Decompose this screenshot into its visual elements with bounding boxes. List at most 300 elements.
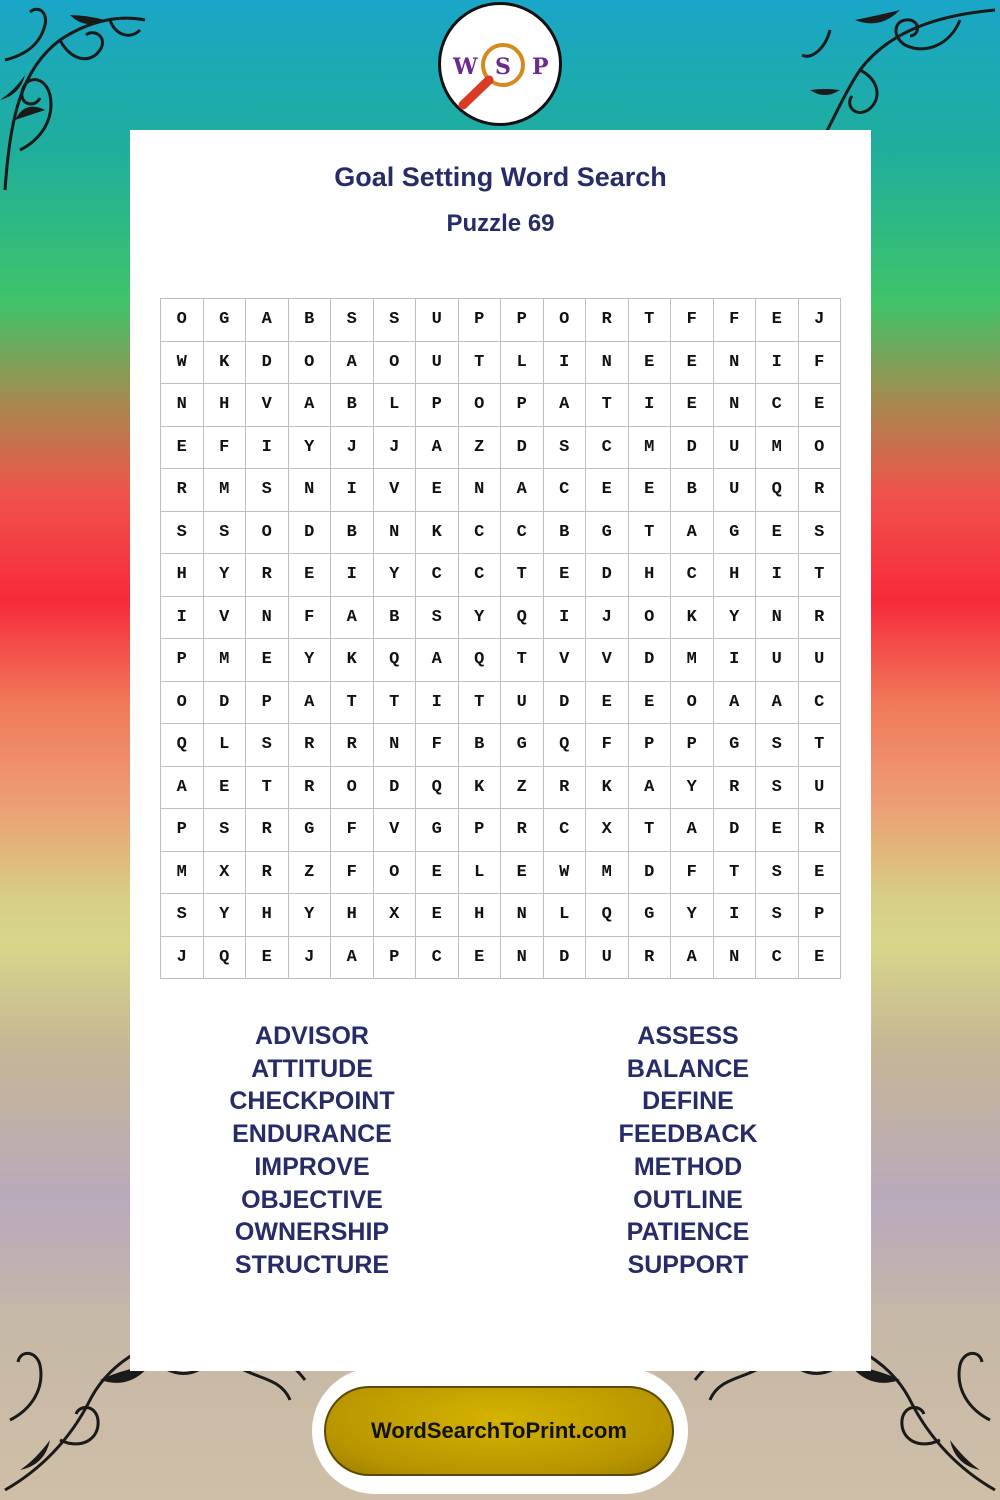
grid-cell[interactable]: M <box>671 639 714 682</box>
grid-cell[interactable]: S <box>756 724 799 767</box>
grid-cell[interactable]: I <box>161 596 204 639</box>
grid-cell[interactable]: F <box>331 851 374 894</box>
grid-cell[interactable]: I <box>416 681 459 724</box>
grid-cell[interactable]: H <box>331 894 374 937</box>
word-item: FEEDBACK <box>618 1120 758 1149</box>
grid-cell[interactable]: X <box>203 851 246 894</box>
grid-cell[interactable]: H <box>246 894 289 937</box>
grid-cell[interactable]: D <box>288 511 331 554</box>
grid-cell[interactable]: I <box>331 554 374 597</box>
grid-cell[interactable]: C <box>416 554 459 597</box>
grid-cell[interactable]: S <box>331 299 374 342</box>
grid-cell[interactable]: N <box>458 469 501 512</box>
grid-cell[interactable]: I <box>246 426 289 469</box>
grid-cell[interactable]: T <box>628 511 671 554</box>
grid-row <box>161 724 841 767</box>
grid-cell[interactable]: P <box>628 724 671 767</box>
grid-cell[interactable]: E <box>628 341 671 384</box>
grid-cell[interactable]: N <box>713 384 756 427</box>
grid-cell[interactable]: H <box>628 554 671 597</box>
puzzle-number: Puzzle 69 <box>446 210 555 237</box>
grid-cell[interactable]: E <box>628 469 671 512</box>
grid-cell[interactable]: A <box>331 936 374 979</box>
grid-cell[interactable]: A <box>756 681 799 724</box>
grid-row <box>161 766 841 809</box>
grid-cell[interactable]: L <box>203 724 246 767</box>
grid-cell[interactable]: P <box>458 809 501 852</box>
grid-cell[interactable]: C <box>798 681 841 724</box>
word-item: OWNERSHIP <box>234 1218 390 1247</box>
grid-cell[interactable]: X <box>373 894 416 937</box>
grid-cell[interactable]: K <box>671 596 714 639</box>
grid-cell[interactable]: F <box>798 341 841 384</box>
grid-cell[interactable]: I <box>331 469 374 512</box>
puzzle-card <box>130 130 871 1371</box>
grid-cell[interactable]: M <box>628 426 671 469</box>
footer-banner[interactable] <box>312 1368 688 1494</box>
grid-cell[interactable]: Y <box>203 554 246 597</box>
grid-cell[interactable]: K <box>586 766 629 809</box>
grid-cell[interactable]: T <box>501 639 544 682</box>
grid-cell[interactable]: F <box>331 809 374 852</box>
grid-cell[interactable]: H <box>161 554 204 597</box>
grid-cell[interactable]: T <box>458 681 501 724</box>
grid-cell[interactable]: E <box>798 384 841 427</box>
grid-cell[interactable]: P <box>161 809 204 852</box>
grid-cell[interactable]: C <box>586 426 629 469</box>
grid-cell[interactable]: R <box>713 766 756 809</box>
grid-row <box>161 384 841 427</box>
grid-cell[interactable]: A <box>416 426 459 469</box>
grid-cell[interactable]: Y <box>671 766 714 809</box>
grid-cell[interactable]: R <box>628 936 671 979</box>
grid-cell[interactable]: R <box>288 766 331 809</box>
grid-cell[interactable]: A <box>288 384 331 427</box>
grid-cell[interactable]: O <box>373 341 416 384</box>
grid-cell[interactable]: E <box>501 851 544 894</box>
grid-cell[interactable]: O <box>628 596 671 639</box>
grid-cell[interactable]: E <box>798 936 841 979</box>
grid-cell[interactable]: E <box>246 639 289 682</box>
grid-cell[interactable]: M <box>756 426 799 469</box>
grid-cell[interactable]: E <box>458 936 501 979</box>
grid-cell[interactable]: E <box>161 426 204 469</box>
grid-cell[interactable]: H <box>203 384 246 427</box>
grid-row <box>161 894 841 937</box>
grid-cell[interactable]: U <box>416 299 459 342</box>
grid-cell[interactable]: F <box>586 724 629 767</box>
grid-cell[interactable]: T <box>798 724 841 767</box>
grid-cell[interactable]: T <box>713 851 756 894</box>
grid-cell[interactable]: A <box>671 809 714 852</box>
grid-cell[interactable]: D <box>671 426 714 469</box>
grid-cell[interactable]: S <box>543 426 586 469</box>
grid-cell[interactable]: G <box>501 724 544 767</box>
word-item: ATTITUDE <box>251 1054 373 1083</box>
grid-cell[interactable]: A <box>331 596 374 639</box>
grid-cell[interactable]: O <box>331 766 374 809</box>
grid-cell[interactable]: Z <box>288 851 331 894</box>
grid-row <box>161 554 841 597</box>
grid-cell[interactable]: A <box>161 766 204 809</box>
grid-cell[interactable]: U <box>713 426 756 469</box>
letter-grid[interactable] <box>160 298 841 979</box>
grid-cell[interactable]: J <box>288 936 331 979</box>
grid-cell[interactable]: Y <box>288 894 331 937</box>
word-item: DEFINE <box>642 1087 734 1116</box>
page-title: Goal Setting Word Search <box>334 162 667 192</box>
grid-cell[interactable]: N <box>713 341 756 384</box>
grid-cell[interactable]: U <box>416 341 459 384</box>
grid-cell[interactable]: N <box>288 469 331 512</box>
grid-cell[interactable]: P <box>246 681 289 724</box>
grid-cell[interactable]: P <box>501 384 544 427</box>
grid-cell[interactable]: L <box>373 384 416 427</box>
grid-cell[interactable]: P <box>161 639 204 682</box>
grid-cell[interactable]: O <box>543 299 586 342</box>
grid-cell[interactable]: D <box>713 809 756 852</box>
grid-cell[interactable]: R <box>161 469 204 512</box>
grid-cell[interactable]: E <box>586 681 629 724</box>
grid-cell[interactable]: D <box>543 681 586 724</box>
grid-cell[interactable]: R <box>246 554 289 597</box>
grid-cell[interactable]: O <box>288 341 331 384</box>
grid-cell[interactable]: T <box>246 766 289 809</box>
grid-cell[interactable]: G <box>713 724 756 767</box>
grid-cell[interactable]: X <box>586 809 629 852</box>
grid-cell[interactable]: A <box>628 766 671 809</box>
grid-cell[interactable]: Y <box>458 596 501 639</box>
grid-cell[interactable]: B <box>288 299 331 342</box>
grid-cell[interactable]: C <box>756 936 799 979</box>
word-item: IMPROVE <box>254 1152 370 1181</box>
grid-cell[interactable]: G <box>586 511 629 554</box>
grid-cell[interactable]: A <box>543 384 586 427</box>
grid-cell[interactable]: F <box>713 299 756 342</box>
grid-cell[interactable]: U <box>798 766 841 809</box>
grid-cell[interactable]: U <box>798 639 841 682</box>
word-item: OBJECTIVE <box>241 1185 383 1214</box>
grid-cell[interactable]: T <box>798 554 841 597</box>
logo-letter-p: P <box>532 54 549 80</box>
grid-cell[interactable]: K <box>331 639 374 682</box>
grid-cell[interactable]: L <box>501 341 544 384</box>
grid-cell[interactable]: A <box>331 341 374 384</box>
grid-cell[interactable]: R <box>246 851 289 894</box>
grid-cell[interactable]: P <box>373 936 416 979</box>
grid-row <box>161 809 841 852</box>
grid-cell[interactable]: S <box>246 469 289 512</box>
grid-cell[interactable]: Q <box>203 936 246 979</box>
grid-cell[interactable]: F <box>671 299 714 342</box>
grid-cell[interactable]: Q <box>161 724 204 767</box>
grid-cell[interactable]: D <box>586 554 629 597</box>
grid-row <box>161 681 841 724</box>
grid-cell[interactable]: S <box>203 809 246 852</box>
word-item: CHECKPOINT <box>229 1087 395 1116</box>
grid-cell[interactable]: F <box>416 724 459 767</box>
grid-cell[interactable]: T <box>628 299 671 342</box>
grid-cell[interactable]: R <box>288 724 331 767</box>
grid-cell[interactable]: W <box>543 851 586 894</box>
grid-cell[interactable]: S <box>161 894 204 937</box>
grid-cell[interactable]: R <box>331 724 374 767</box>
grid-cell[interactable]: R <box>798 469 841 512</box>
grid-cell[interactable]: R <box>246 809 289 852</box>
grid-cell[interactable]: F <box>288 596 331 639</box>
grid-cell[interactable]: S <box>373 299 416 342</box>
grid-cell[interactable]: I <box>756 341 799 384</box>
grid-row <box>161 426 841 469</box>
grid-cell[interactable]: E <box>756 809 799 852</box>
grid-cell[interactable]: V <box>373 469 416 512</box>
grid-cell[interactable]: B <box>671 469 714 512</box>
grid-cell[interactable]: T <box>373 681 416 724</box>
grid-cell[interactable]: E <box>203 766 246 809</box>
grid-cell[interactable]: I <box>713 894 756 937</box>
logo-letter-w: W <box>453 54 478 80</box>
word-item: ASSESS <box>637 1022 739 1050</box>
grid-cell[interactable]: A <box>671 511 714 554</box>
grid-cell[interactable]: Y <box>288 639 331 682</box>
grid-cell[interactable]: N <box>373 511 416 554</box>
grid-cell[interactable]: S <box>756 766 799 809</box>
grid-cell[interactable]: O <box>161 299 204 342</box>
grid-cell[interactable]: A <box>713 681 756 724</box>
grid-cell[interactable]: C <box>543 809 586 852</box>
grid-cell[interactable]: Z <box>458 426 501 469</box>
grid-cell[interactable]: G <box>288 809 331 852</box>
grid-cell[interactable]: E <box>416 894 459 937</box>
grid-cell[interactable]: T <box>501 554 544 597</box>
grid-cell[interactable]: K <box>416 511 459 554</box>
grid-cell[interactable]: A <box>246 299 289 342</box>
grid-cell[interactable]: Y <box>373 554 416 597</box>
word-item: STRUCTURE <box>234 1250 390 1279</box>
grid-cell[interactable]: E <box>288 554 331 597</box>
grid-cell[interactable]: J <box>161 936 204 979</box>
grid-cell[interactable]: C <box>756 384 799 427</box>
magnifying-glass-icon <box>463 80 489 105</box>
grid-cell[interactable]: U <box>756 639 799 682</box>
grid-cell[interactable]: S <box>203 511 246 554</box>
grid-cell[interactable]: E <box>756 299 799 342</box>
grid-cell[interactable]: C <box>671 554 714 597</box>
grid-cell[interactable]: Q <box>756 469 799 512</box>
grid-cell[interactable]: D <box>203 681 246 724</box>
grid-cell[interactable]: R <box>798 809 841 852</box>
grid-cell[interactable]: Z <box>501 766 544 809</box>
grid-cell[interactable]: E <box>798 851 841 894</box>
grid-cell[interactable]: A <box>416 639 459 682</box>
grid-row <box>161 639 841 682</box>
grid-cell[interactable]: E <box>586 469 629 512</box>
grid-cell[interactable]: G <box>628 894 671 937</box>
grid-cell[interactable]: J <box>331 426 374 469</box>
grid-cell[interactable]: I <box>543 596 586 639</box>
grid-cell[interactable]: U <box>713 469 756 512</box>
grid-cell[interactable]: F <box>671 851 714 894</box>
grid-cell[interactable]: V <box>543 639 586 682</box>
grid-cell[interactable]: N <box>756 596 799 639</box>
grid-cell[interactable]: V <box>246 384 289 427</box>
grid-cell[interactable]: O <box>671 681 714 724</box>
grid-cell[interactable]: E <box>416 469 459 512</box>
grid-cell[interactable]: C <box>416 936 459 979</box>
grid-cell[interactable]: E <box>671 341 714 384</box>
grid-cell[interactable]: O <box>798 426 841 469</box>
grid-cell[interactable]: A <box>671 936 714 979</box>
word-item: ADVISOR <box>255 1022 369 1050</box>
grid-cell[interactable]: C <box>458 554 501 597</box>
grid-cell[interactable]: O <box>458 384 501 427</box>
grid-cell[interactable]: T <box>628 809 671 852</box>
grid-cell[interactable]: N <box>586 341 629 384</box>
word-list-left <box>162 1020 462 1282</box>
grid-cell[interactable]: E <box>671 384 714 427</box>
grid-cell[interactable]: S <box>756 851 799 894</box>
grid-cell[interactable]: G <box>203 299 246 342</box>
grid-cell[interactable]: O <box>246 511 289 554</box>
grid-cell[interactable]: I <box>543 341 586 384</box>
grid-cell[interactable]: Q <box>373 639 416 682</box>
grid-cell[interactable]: C <box>458 511 501 554</box>
grid-cell[interactable]: R <box>798 596 841 639</box>
grid-cell[interactable]: I <box>756 554 799 597</box>
grid-cell[interactable]: Y <box>203 894 246 937</box>
grid-cell[interactable]: Q <box>586 894 629 937</box>
grid-cell[interactable]: O <box>373 851 416 894</box>
grid-cell[interactable]: N <box>713 936 756 979</box>
grid-cell[interactable]: L <box>543 894 586 937</box>
grid-cell[interactable]: N <box>501 894 544 937</box>
grid-cell[interactable]: E <box>246 936 289 979</box>
grid-cell[interactable]: V <box>373 809 416 852</box>
footer-site-link[interactable]: WordSearchToPrint.com <box>371 1418 627 1443</box>
grid-cell[interactable]: T <box>458 341 501 384</box>
grid-cell[interactable]: P <box>798 894 841 937</box>
word-item: METHOD <box>633 1152 743 1181</box>
footer-button[interactable] <box>324 1386 674 1476</box>
grid-row <box>161 341 841 384</box>
grid-cell[interactable]: S <box>756 894 799 937</box>
grid-cell[interactable]: P <box>501 299 544 342</box>
grid-cell[interactable]: Y <box>288 426 331 469</box>
word-item: ENDURANCE <box>232 1120 392 1149</box>
grid-cell[interactable]: D <box>628 851 671 894</box>
word-item: PATIENCE <box>626 1218 750 1247</box>
grid-cell[interactable]: R <box>543 766 586 809</box>
grid-cell[interactable]: B <box>331 511 374 554</box>
grid-cell[interactable]: T <box>586 384 629 427</box>
grid-cell[interactable]: G <box>416 809 459 852</box>
grid-cell[interactable]: D <box>628 639 671 682</box>
grid-cell[interactable]: J <box>798 299 841 342</box>
grid-cell[interactable]: Q <box>458 639 501 682</box>
grid-cell[interactable]: D <box>246 341 289 384</box>
grid-cell[interactable]: D <box>373 766 416 809</box>
grid-cell[interactable]: V <box>586 639 629 682</box>
grid-cell[interactable]: M <box>203 469 246 512</box>
grid-cell[interactable]: S <box>161 511 204 554</box>
grid-cell[interactable]: W <box>161 341 204 384</box>
word-list-right <box>538 1020 838 1282</box>
grid-cell[interactable]: E <box>756 511 799 554</box>
grid-cell[interactable]: B <box>543 511 586 554</box>
grid-cell[interactable]: Q <box>501 596 544 639</box>
grid-cell[interactable]: U <box>501 681 544 724</box>
grid-cell[interactable]: Y <box>671 894 714 937</box>
grid-cell[interactable]: N <box>501 936 544 979</box>
grid-cell[interactable]: C <box>501 511 544 554</box>
grid-cell[interactable]: E <box>543 554 586 597</box>
grid-row <box>161 469 841 512</box>
grid-cell[interactable]: K <box>203 341 246 384</box>
grid-cell[interactable]: O <box>161 681 204 724</box>
grid-cell[interactable]: B <box>373 596 416 639</box>
grid-cell[interactable]: P <box>458 299 501 342</box>
wsp-logo[interactable] <box>438 2 562 126</box>
grid-cell[interactable]: T <box>331 681 374 724</box>
grid-cell[interactable]: F <box>203 426 246 469</box>
grid-cell[interactable]: C <box>543 469 586 512</box>
grid-cell[interactable]: E <box>416 851 459 894</box>
grid-cell[interactable]: E <box>628 681 671 724</box>
grid-cell[interactable]: D <box>501 426 544 469</box>
grid-row <box>161 936 841 979</box>
grid-row <box>161 851 841 894</box>
grid-cell[interactable]: M <box>586 851 629 894</box>
grid-cell[interactable]: H <box>713 554 756 597</box>
grid-cell[interactable]: P <box>416 384 459 427</box>
grid-cell[interactable]: B <box>331 384 374 427</box>
grid-cell[interactable]: S <box>246 724 289 767</box>
grid-cell[interactable]: L <box>458 851 501 894</box>
grid-cell[interactable]: S <box>798 511 841 554</box>
grid-cell[interactable]: N <box>246 596 289 639</box>
grid-cell[interactable]: I <box>628 384 671 427</box>
grid-cell[interactable]: A <box>501 469 544 512</box>
grid-cell[interactable]: B <box>458 724 501 767</box>
grid-cell[interactable]: U <box>586 936 629 979</box>
grid-cell[interactable]: R <box>501 809 544 852</box>
grid-cell[interactable]: H <box>458 894 501 937</box>
word-item: BALANCE <box>626 1054 750 1083</box>
grid-cell[interactable]: N <box>161 384 204 427</box>
grid-cell[interactable]: I <box>713 639 756 682</box>
grid-cell[interactable]: A <box>288 681 331 724</box>
grid-cell[interactable]: K <box>458 766 501 809</box>
grid-cell[interactable]: S <box>416 596 459 639</box>
grid-cell[interactable]: J <box>586 596 629 639</box>
grid-cell[interactable]: R <box>586 299 629 342</box>
grid-cell[interactable]: G <box>713 511 756 554</box>
grid-row <box>161 596 841 639</box>
corner-ornament-top-left <box>0 0 150 200</box>
grid-cell[interactable]: M <box>203 639 246 682</box>
grid-cell[interactable]: M <box>161 851 204 894</box>
grid-row <box>161 511 841 554</box>
grid-cell[interactable]: N <box>373 724 416 767</box>
grid-cell[interactable]: Q <box>543 724 586 767</box>
logo-letter-s: S <box>495 54 511 80</box>
grid-cell[interactable]: P <box>671 724 714 767</box>
grid-cell[interactable]: V <box>203 596 246 639</box>
grid-cell[interactable]: D <box>543 936 586 979</box>
grid-cell[interactable]: Q <box>416 766 459 809</box>
grid-cell[interactable]: J <box>373 426 416 469</box>
grid-cell[interactable]: Y <box>713 596 756 639</box>
